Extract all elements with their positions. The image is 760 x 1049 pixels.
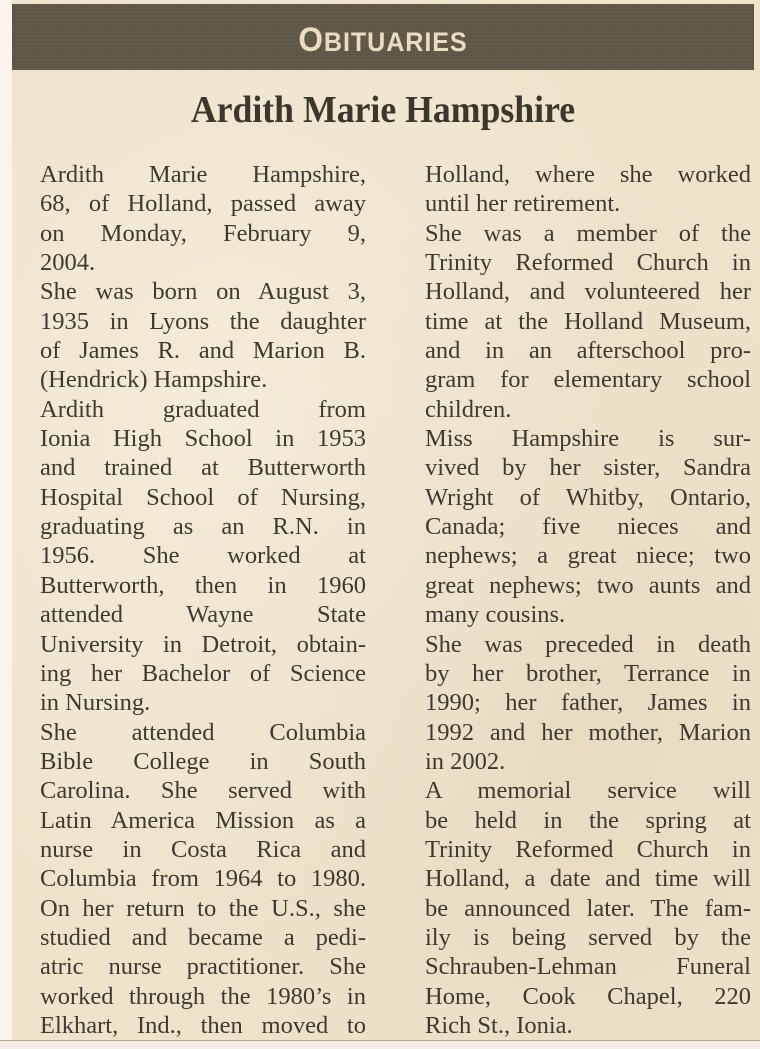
article-line: She attended Columbia <box>40 718 366 746</box>
article-paragraph <box>399 776 751 1040</box>
article-line: Holland, where she worked <box>425 161 751 188</box>
article-line: University in Detroit, obtain- <box>40 630 366 658</box>
article-line: Home, Cook Chapel, 220 <box>425 982 751 1010</box>
article-line: and trained at Butterworth <box>40 454 366 482</box>
article-line: Canada; five nieces and <box>425 513 751 541</box>
article-line: Butterworth, then in 1960 <box>40 571 366 599</box>
article-line: great nephews; two aunts and <box>425 571 751 599</box>
article-line: ing her Bachelor of Science <box>40 659 366 687</box>
article-line: nurse in Costa Rica and <box>40 835 366 863</box>
article-paragraph <box>399 630 751 777</box>
article-line: She was a member of the <box>425 219 751 247</box>
article-line: Wright of Whitby, Ontario, <box>425 483 751 511</box>
article-line: She was preceded in death <box>425 630 751 658</box>
article-line: (Hendrick) Hampshire. <box>40 366 268 394</box>
article-line: A memorial service will <box>425 777 751 805</box>
article-line: Carolina. She served with <box>40 777 366 805</box>
article-line: Holland, a date and time will <box>425 865 751 893</box>
article-paragraph <box>14 718 366 1041</box>
article-line: 1956. She worked at <box>40 542 366 570</box>
article-line: Ionia High School in 1953 <box>40 425 366 453</box>
article-line: 2004. <box>40 249 96 277</box>
section-banner <box>12 4 754 70</box>
article-line: Miss Hampshire is sur- <box>425 425 751 453</box>
article-line: on Monday, February 9, <box>40 219 366 247</box>
article-line: Bible College in South <box>40 747 366 775</box>
article-line: Ardith graduated from <box>40 395 366 423</box>
section-title: obituaries <box>298 8 468 62</box>
article-line: and in an afterschool pro- <box>425 337 751 365</box>
article-line: Elkhart, Ind., then moved to <box>40 1011 366 1039</box>
article-paragraph <box>14 395 366 718</box>
article-line: Ardith Marie Hampshire, <box>40 161 366 188</box>
article-line: atric nurse practitioner. She <box>40 953 366 981</box>
article-line: until her retirement. <box>425 190 621 218</box>
article-line: On her return to the U.S., she <box>40 894 366 922</box>
article-line: by her brother, Terrance in <box>425 659 751 687</box>
obituary-headline: Ardith Marie Hampshire <box>190 89 576 131</box>
article-line: Rich St., Ionia. <box>425 1011 573 1039</box>
article-line: be announced later. The fam- <box>425 894 751 922</box>
article-line: Trinity Reformed Church in <box>425 835 751 863</box>
article-paragraph <box>14 277 366 394</box>
article-line: vived by her sister, Sandra <box>425 454 751 482</box>
article-line: nephews; a great niece; two <box>425 542 751 570</box>
article-line: in Nursing. <box>40 689 151 717</box>
article-paragraph <box>14 160 366 277</box>
article-line: gram for elementary school <box>425 366 751 394</box>
article-line: 1992 and her mother, Marion <box>425 718 751 746</box>
article-paragraph <box>399 160 751 219</box>
article-line: 68, of Holland, passed away <box>40 190 366 218</box>
article-paragraph <box>399 424 751 629</box>
article-line: Hospital School of Nursing, <box>40 483 366 511</box>
article-column-left <box>14 160 366 1040</box>
article-line: time at the Holland Museum, <box>425 307 751 335</box>
article-line: in 2002. <box>425 747 506 775</box>
article-line: ily is being served by the <box>425 923 751 951</box>
article-column-right <box>399 160 751 1040</box>
article-line: graduating as an R.N. in <box>40 513 366 541</box>
article-line: Holland, and volunteered her <box>425 278 751 306</box>
article-line: Columbia from 1964 to 1980. <box>40 865 366 893</box>
article-line: be held in the spring at <box>425 806 751 834</box>
article-line: Schrauben-Lehman Funeral <box>425 953 751 981</box>
article-line: Trinity Reformed Church in <box>425 249 751 277</box>
article-line: 1935 in Lyons the daughter <box>40 307 366 335</box>
article-line: studied and became a pedi- <box>40 923 366 951</box>
article-line: worked through the 1980’s in <box>40 982 366 1010</box>
article-line: of James R. and Marion B. <box>40 337 366 365</box>
scan-margin <box>0 0 12 1048</box>
article-line: Latin America Mission as a <box>40 806 366 834</box>
article-paragraph <box>399 219 751 424</box>
article-line: She was born on August 3, <box>40 278 366 306</box>
article-line: many cousins. <box>425 601 566 629</box>
article-line: children. <box>425 395 512 423</box>
article-line: attended Wayne State <box>40 601 366 629</box>
newspaper-clipping <box>12 0 760 1046</box>
article-line: 1990; her father, James in <box>425 689 751 717</box>
